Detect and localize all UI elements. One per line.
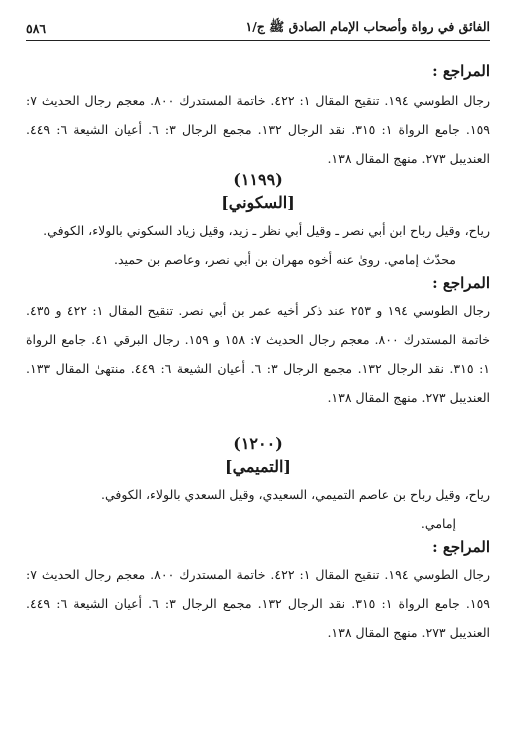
entry-note: محدّث إمامي. روىٰ عنه أخوه مهران بن أبي نصر، وعاصم بن حميد. [114,252,456,267]
entry-previous-references [26,62,490,173]
entry-number: (١١٩٩) [233,170,283,189]
page-header [26,18,490,38]
references-text: رجال الطوسي ١٩٤. تنقيح المقال ١: ٤٢٢. خاتمة المستدرك ٨٠٠. معجم رجال الحديث ٧: ١٥٩. جامع الرواة ١: ٣١٥. نقد الرجال ١٣٢. مجمع الرجال ٣: ٦. أعيان الشيعة ٦: ٤٤٩. العنديبل ٢٧٣. منهج المقال ١٣٨. [26,567,491,640]
references-heading: المراجع : [432,538,490,556]
entry-1200 [26,434,490,647]
references-heading: المراجع : [432,62,490,80]
entry-1199 [26,170,490,412]
header-rule [26,40,490,41]
references-text: رجال الطوسي ١٩٤. تنقيح المقال ١: ٤٢٢. خاتمة المستدرك ٨٠٠. معجم رجال الحديث ٧: ١٥٩. جامع الرواة ١: ٣١٥. نقد الرجال ١٣٢. مجمع الرجال ٣: ٦. أعيان الشيعة ٦: ٤٤٩. العنديبل ٢٧٣. منهج المقال ١٣٨. [26,93,491,166]
references-text: رجال الطوسي ١٩٤ و ٢٥٣ عند ذكر أخيه عمر بن أبي نصر. تنقيح المقال ١: ٤٢٢ و ٤٣٥. خاتمة المستدرك ٨٠٠. معجم رجال الحديث ٧: ١٥٨ و ١٥٩. رجال البرقي ٤١. جامع الرواة ١: ٣١٥. نقد الرجال ١٣٢. مجمع الرجال ٣: ٦. أعيان الشيعة ٦: ٤٤٩. منتهىٰ المقال ١٣٣. العنديبل ٢٧٣. منهج المقال ١٣٨. [26,303,491,405]
entry-name: [التميمي] [225,457,291,476]
running-title: الفائق في رواة وأصحاب الإمام الصادق ﷺ ج/١ [245,18,490,34]
entry-number: (١٢٠٠) [233,434,283,453]
entry-note: إمامي. [420,516,456,531]
entry-bio: رياح، وقيل رباح ابن أبي نصر ـ وقيل أبي نظر ـ زيد، وقيل زياد السكوني بالولاء، الكوفي. [43,223,490,238]
references-heading: المراجع : [432,274,490,292]
entry-name: [السكوني] [221,193,295,212]
entry-bio: رياح، وقيل رباح بن عاصم التميمي، السعيدي، وقيل السعدي بالولاء، الكوفي. [100,487,490,502]
page-number: ٥٨٦ [26,20,47,36]
